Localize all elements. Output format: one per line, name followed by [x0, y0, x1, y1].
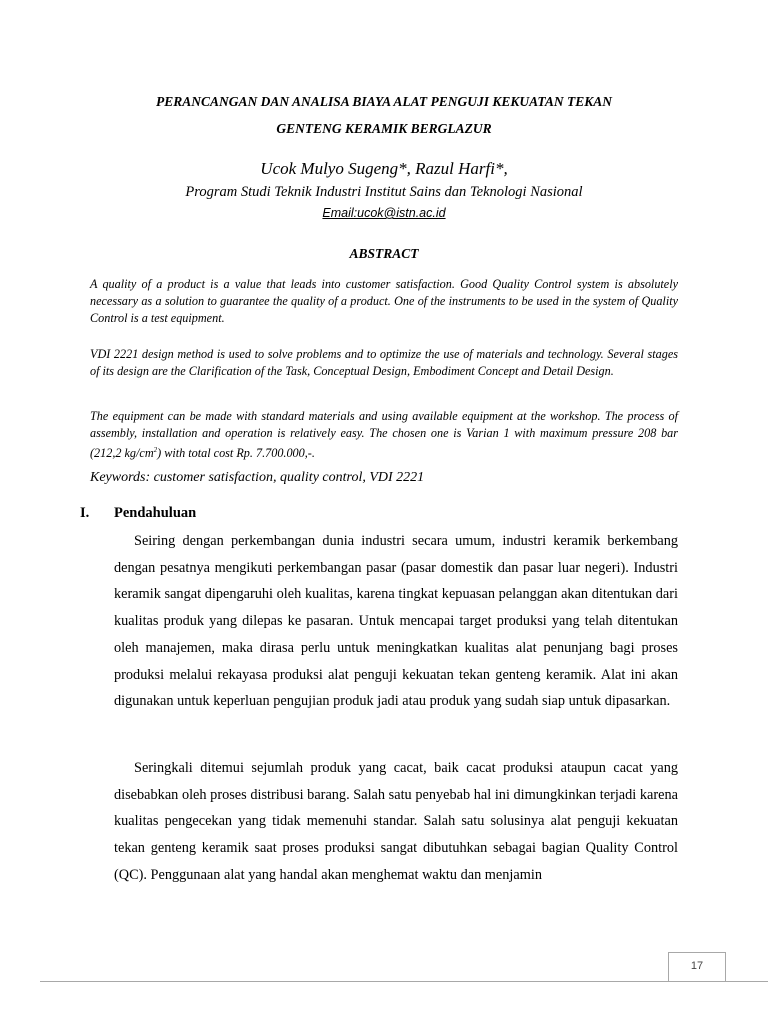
abstract-paragraph-1: A quality of a product is a value that leads into customer satisfaction. Good Quality Control system is absolutely necessary as a solution to guarantee the quality of a product. One of the instruments to be used in the system of Quality Control is a test equipment. [90, 277, 678, 325]
abstract-p3-text: The equipment can be made with standard materials and using available equipment at the workshop. The process of assembly, installation and operation is relatively easy. The chosen one is Varian 1 with maximum pressure 208 bar (212,2 kg/cm [90, 409, 678, 461]
paper-title-line-2: GENTENG KERAMIK BERGLAZUR [276, 121, 492, 136]
superscript-2: 2 [153, 446, 158, 454]
paper-title-line-1: PERANCANGAN DAN ANALISA BIAYA ALAT PENGUJI KEKUATAN TEKAN [156, 94, 612, 109]
footer-divider [40, 981, 768, 982]
section-title: Pendahuluan [114, 505, 197, 521]
abstract-paragraph-2: VDI 2221 design method is used to solve problems and to optimize the use of materials and technology. Several stages of its design are the Clarification of the Task, Conceptual Design, Embodiment Concept and Detail Design. [90, 347, 678, 378]
abstract-paragraph-3 [90, 408, 678, 462]
email-line [0, 206, 768, 220]
body-paragraph-1: Seiring dengan perkembangan dunia industri secara umum, industri keramik berkembang dengan pesatnya mengikuti perkembangan pasar (pasar domestik dan pasar luar negeri). Industri keramik sangat dipengaruhi oleh kualitas, karena tingkat kepuasan pelanggan akan ditentukan dari kualitas produk yang dilepas ke pasaran. Untuk mencapai target produksi yang telah ditentukan oleh manajemen, maka dirasa perlu untuk meningkatkan kualitas alat penunjang bagi proses produksi melalui rekayasa produksi alat penguji kekuatan tekan genteng keramik. Alat ini akan digunakan untuk keperluan pengujian produk jadi atau produk yang sudah siap untuk dipasarkan. [114, 533, 678, 710]
section-number: I. [80, 505, 90, 521]
keywords: Keywords: customer satisfaction, quality control, VDI 2221 [90, 470, 425, 485]
email-link[interactable]: Email:ucok@istn.ac.id [322, 206, 446, 220]
page-number: 17 [668, 952, 726, 982]
authors: Ucok Mulyo Sugeng*, Razul Harfi*, [260, 159, 508, 178]
abstract-p3-text-end: ) with total cost Rp. 7.700.000,-. [157, 446, 315, 461]
body-paragraph-2: Seringkali ditemui sejumlah produk yang cacat, baik cacat produksi ataupun cacat yang disebabkan oleh proses distribusi barang. Salah satu penyebab hal ini dimungkinkan terjadi karena kualitas pengecekan yang tidak memenuhi standar. Salah satu solusinya alat penguji kekuatan tekan genteng keramik saat proses produksi sangat dibutuhkan sebagai bagian Quality Control (QC). Penggunaan alat yang handal akan menghemat waktu dan menjamin [114, 760, 678, 883]
abstract-heading: ABSTRACT [349, 246, 419, 261]
affiliation: Program Studi Teknik Industri Institut Sains dan Teknologi Nasional [185, 184, 583, 200]
